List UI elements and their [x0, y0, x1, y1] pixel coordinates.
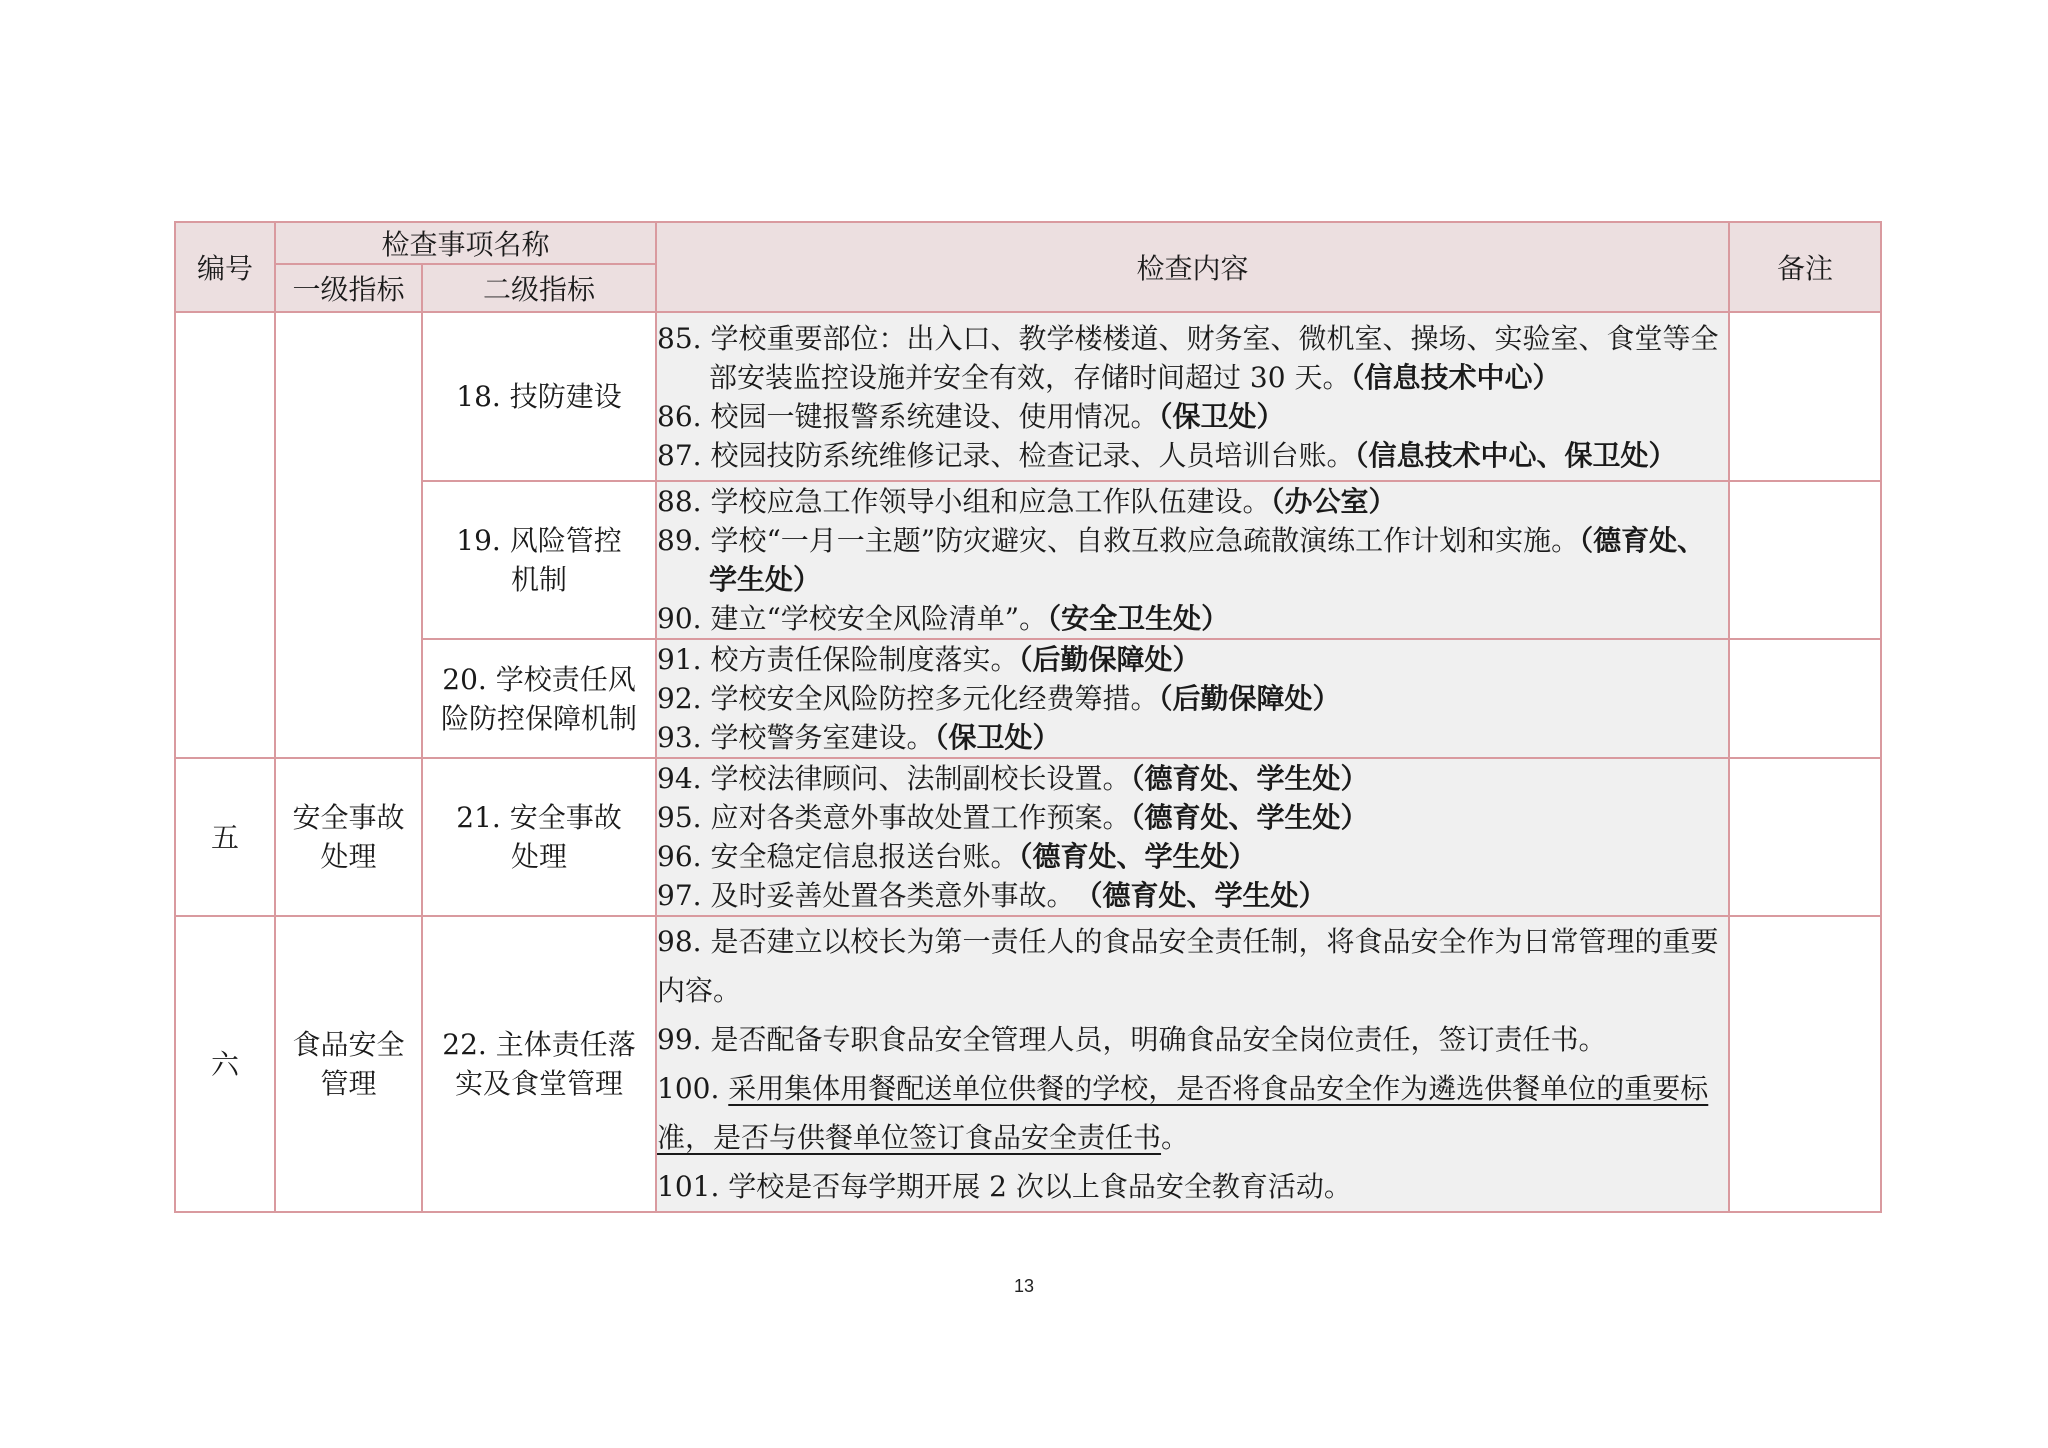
remark-cell: [1729, 639, 1881, 758]
remark-cell: [1729, 758, 1881, 916]
level2-cell: [422, 916, 656, 1212]
no-cell: 六: [175, 916, 275, 1212]
content-cell: [656, 758, 1729, 916]
content-cell: [656, 312, 1729, 481]
list-item: 97. 及时妥善处置各类意外事故。 （德育处、学生处）: [657, 879, 1327, 912]
list-item: 93. 学校警务室建设。（保卫处）: [657, 721, 1061, 754]
remark-cell: [1729, 312, 1881, 481]
level2-label: 22. 主体责任落实及食堂管理: [442, 1028, 636, 1100]
list-item: 100. 采用集体用餐配送单位供餐的学校，是否将食品安全作为遴选供餐单位的重要标准，是否与供餐单位签订食品安全责任书。: [657, 1072, 1709, 1154]
header-level2: 二级指标: [422, 264, 656, 312]
table-row: [175, 758, 1881, 916]
remark-cell: [1729, 481, 1881, 639]
level1-cell: [275, 916, 422, 1212]
list-item: 98. 是否建立以校长为第一责任人的食品安全责任制，将食品安全作为日常管理的重要内容。: [657, 925, 1719, 1007]
list-item: 96. 安全稳定信息报送台账。（德育处、学生处）: [657, 840, 1257, 873]
level2-cell: [422, 481, 656, 639]
level2-cell: [422, 758, 656, 916]
header-level1: 一级指标: [275, 264, 422, 312]
list-item: 95. 应对各类意外事故处置工作预案。（德育处、学生处）: [657, 801, 1369, 834]
table-row: [175, 312, 1881, 481]
level2-cell: [422, 312, 656, 481]
level2-label: 18. 技防建设: [456, 380, 622, 413]
list-item: 99. 是否配备专职食品安全管理人员，明确食品安全岗位责任，签订责任书。: [657, 1023, 1607, 1056]
list-item: 101. 学校是否每学期开展 2 次以上食品安全教育活动。: [657, 1170, 1352, 1203]
underlined-text: 采用集体用餐配送单位供餐的学校，是否将食品安全作为遴选供餐单位的重要标准，是否与供餐单位签订食品安全责任书: [657, 1072, 1709, 1154]
list-item: 91. 校方责任保险制度落实。（后勤保障处）: [657, 643, 1201, 676]
list-item: 94. 学校法律顾问、法制副校长设置。（德育处、学生处）: [657, 762, 1369, 795]
level2-label: 21. 安全事故处理: [456, 801, 622, 873]
list-item: 85. 学校重要部位：出入口、教学楼楼道、财务室、微机室、操场、实验室、食堂等全部安装监控设施并安全有效，存储时间超过 30 天。（信息技术中心）: [657, 321, 1719, 394]
list-item: 87. 校园技防系统维修记录、检查记录、人员培训台账。（信息技术中心、保卫处）: [657, 438, 1677, 472]
header-item-name: 检查事项名称: [275, 222, 656, 264]
list-item: 92. 学校安全风险防控多元化经费筹措。（后勤保障处）: [657, 682, 1341, 715]
content-cell: [656, 639, 1729, 758]
list-item: 86. 校园一键报警系统建设、使用情况。（保卫处）: [657, 399, 1285, 433]
header-remark: 备注: [1729, 222, 1881, 312]
level1-label: 安全事故处理: [292, 801, 405, 873]
no-cell: 五: [175, 758, 275, 916]
level2-label: 19. 风险管控机制: [456, 524, 622, 596]
level1-label: 食品安全管理: [292, 1028, 405, 1100]
remark-cell: [1729, 916, 1881, 1212]
table-row: [175, 916, 1881, 1212]
level1-cell-empty: [275, 312, 422, 758]
list-item: 89. 学校“一月一主题”防灾避灾、自救互救应急疏散演练工作计划和实施。（德育处、学生处）: [657, 524, 1706, 596]
no-cell-empty: [175, 312, 275, 758]
list-item: 88. 学校应急工作领导小组和应急工作队伍建设。（办公室）: [657, 485, 1397, 518]
table-row: [175, 481, 1881, 639]
header-content: 检查内容: [656, 222, 1729, 312]
list-item: 90. 建立“学校安全风险清单”。（安全卫生处）: [657, 602, 1230, 635]
page-number: 13: [1013, 1276, 1035, 1296]
inspection-table: [174, 221, 1882, 1213]
header-no: 编号: [175, 222, 275, 312]
table-row: [175, 639, 1881, 758]
content-cell: [656, 916, 1729, 1212]
level2-label: 20. 学校责任风险防控保障机制: [441, 662, 638, 735]
level2-cell: [422, 639, 656, 758]
content-cell: [656, 481, 1729, 639]
level1-cell: [275, 758, 422, 916]
